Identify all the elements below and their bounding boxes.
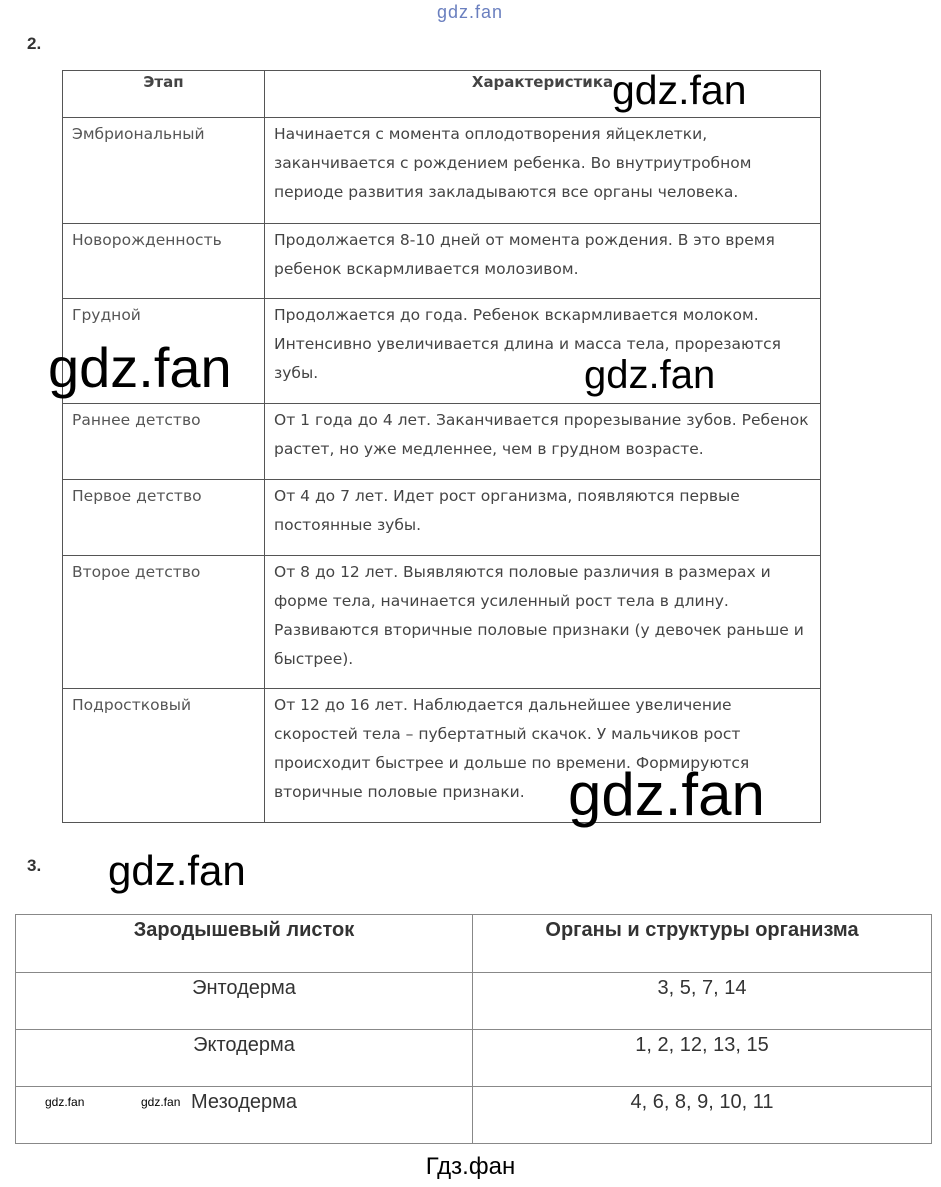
description-cell: От 4 до 7 лет. Идет рост организма, появляются первые постоянные зубы. — [265, 480, 821, 556]
watermark: gdz.fan — [612, 67, 747, 113]
header-characteristic: Характеристика — [265, 71, 821, 118]
section-2-number: 2. — [27, 34, 42, 53]
stage-cell: Эмбриональный — [63, 118, 265, 224]
description-cell: Продолжается 8-10 дней от момента рождения. В это время ребенок вскармливается молозивом. — [265, 224, 821, 299]
watermark-top: gdz.fan — [437, 2, 504, 22]
header-stage: Этап — [63, 71, 265, 118]
organs-cell: 3, 5, 7, 14 — [473, 973, 932, 1030]
watermark: gdz.fan — [568, 761, 765, 828]
table-row — [16, 973, 932, 1030]
stage-cell: Подростковый — [63, 689, 265, 823]
germ-layer-cell: Мезодерма — [16, 1087, 473, 1144]
table-row — [63, 404, 821, 480]
table-header-row — [16, 915, 932, 973]
organs-cell: 1, 2, 12, 13, 15 — [473, 1030, 932, 1087]
germ-layers-table — [15, 914, 932, 1144]
watermark: gdz.fan — [48, 336, 232, 399]
stage-cell: Новорожденность — [63, 224, 265, 299]
organs-cell: 4, 6, 8, 9, 10, 11 — [473, 1087, 932, 1144]
watermark: gdz.fan — [45, 1095, 85, 1109]
table-row — [16, 1030, 932, 1087]
life-stages-table — [62, 67, 821, 828]
germ-layer-cell: Эктодерма — [16, 1030, 473, 1087]
description-cell: Начинается с момента оплодотворения яйцеклетки, заканчивается с рождением ребенка. Во внутриутробном периоде развития закладываются все органы человека. — [265, 118, 821, 224]
footer-text: Гдз.фан — [425, 1153, 516, 1180]
description-cell: От 8 до 12 лет. Выявляются половые различия в размерах и форме тела, начинается усиленный рост тела в длину. Развиваются вторичные половые признаки (у девочек раньше и быстрее). — [265, 556, 821, 689]
table-row — [63, 118, 821, 224]
table-row — [63, 480, 821, 556]
stage-cell: Раннее детство — [63, 404, 265, 480]
table-row — [63, 556, 821, 689]
description-cell: От 12 до 16 лет. Наблюдается дальнейшее увеличение скоростей тела – пубертатный скачок. У мальчиков рост происходит быстрее и дольше по времени. Формируются вторичные половые признаки. — [265, 689, 821, 823]
watermark: gdz.fan — [108, 847, 246, 894]
stage-cell: Грудной — [63, 299, 265, 404]
watermark: gdz.fan — [584, 353, 716, 397]
description-cell: Продолжается до года. Ребенок вскармливается молоком. Интенсивно увеличивается длина и масса тела, прорезаются зубы. — [265, 299, 821, 404]
germ-layer-cell: Энтодерма — [16, 973, 473, 1030]
description-cell: От 1 года до 4 лет. Заканчивается прорезывание зубов. Ребенок растет, но уже медленнее, чем в грудном возрасте. — [265, 404, 821, 480]
stage-cell: Первое детство — [63, 480, 265, 556]
stage-cell: Второе детство — [63, 556, 265, 689]
section-3-number: 3. — [27, 856, 42, 875]
watermark: gdz.fan — [141, 1095, 181, 1109]
header-germ-layer: Зародышевый листок — [16, 915, 473, 973]
header-organs: Органы и структуры организма — [473, 915, 932, 973]
table-row — [63, 224, 821, 299]
